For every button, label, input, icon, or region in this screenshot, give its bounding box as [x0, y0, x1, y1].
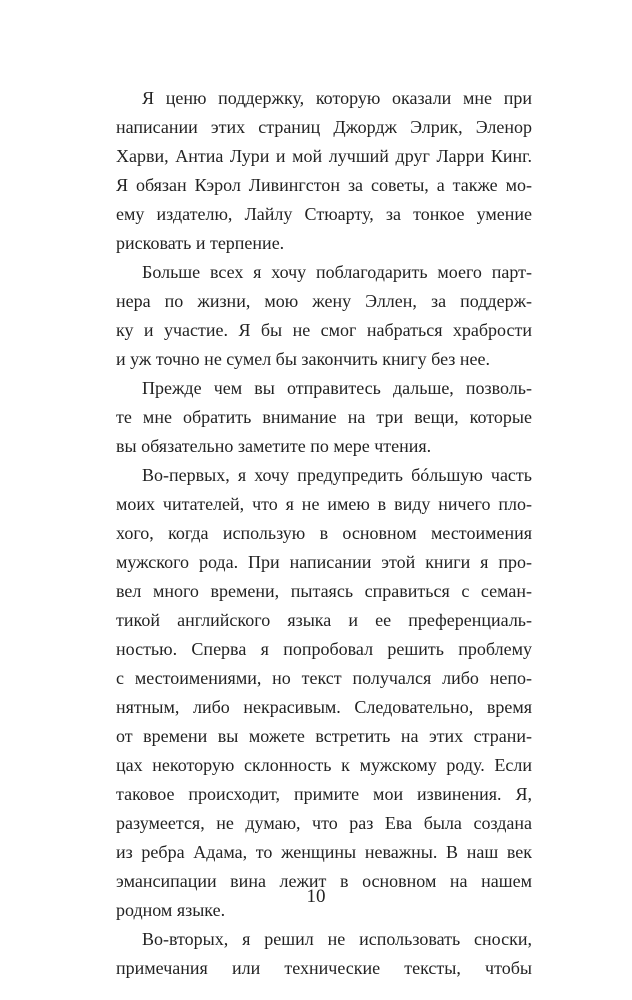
- text-line: рисковать и терпение.: [116, 233, 285, 253]
- text-line: эмансипации вина лежит в основном на нашем: [116, 871, 532, 891]
- text-line: мужского рода. При написании этой книги я про-: [116, 552, 532, 572]
- text-line: те мне обратить внимание на три вещи, которые: [116, 407, 532, 427]
- text-line: из ребра Адама, то женщины неважны. В наш век: [116, 842, 532, 862]
- text-line: Больше всех я хочу поблагодарить моего парт-: [142, 262, 532, 282]
- text-line: цах некоторую склонность к мужскому роду. Если: [116, 755, 532, 775]
- paragraph: [116, 461, 532, 925]
- text-line: нятным, либо некрасивым. Следовательно, время: [116, 697, 532, 717]
- text-line: Прежде чем вы отправитесь дальше, позволь-: [142, 378, 532, 398]
- text-line: написании этих страниц Джордж Элрик, Эленор: [116, 117, 532, 137]
- text-line: тикой английского языка и ее преференциаль-: [116, 610, 532, 630]
- text-line: таковое происходит, примите мои извинения. Я,: [116, 784, 532, 804]
- text-line: Харви, Антиа Лури и мой лучший друг Ларри Кинг.: [116, 146, 532, 166]
- text-line: примечания или технические тексты, чтобы: [116, 958, 532, 978]
- page-number: 10: [306, 886, 326, 907]
- text-line: Я обязан Кэрол Ливингстон за советы, а также мо-: [116, 175, 532, 195]
- text-line: Я ценю поддержку, которую оказали мне при: [142, 88, 532, 108]
- text-line: родном языке.: [116, 900, 226, 920]
- text-line: разумеется, не думаю, что раз Ева была создана: [116, 813, 532, 833]
- paragraph: [116, 925, 532, 983]
- text-line: нера по жизни, мою жену Эллен, за поддерж-: [116, 291, 532, 311]
- paragraph: [116, 374, 532, 461]
- text-line: ему издателю, Лайлу Стюарту, за тонкое умение: [116, 204, 532, 224]
- text-line: ностью. Сперва я попробовал решить проблему: [116, 639, 532, 659]
- text-line: ку и участие. Я бы не смог набраться храбрости: [116, 320, 532, 340]
- text-line: вел много времени, пытаясь справиться с семан-: [116, 581, 532, 601]
- text-line: Во-вторых, я решил не использовать сноски,: [142, 929, 532, 949]
- text-line: и уж точно не сумел бы закончить книгу без нее.: [116, 349, 491, 369]
- text-line: вы обязательно заметите по мере чтения.: [116, 436, 432, 456]
- paragraph: [116, 258, 532, 374]
- text-line: моих читателей, что я не имею в виду ничего пло-: [116, 494, 532, 514]
- body-text: [116, 84, 532, 983]
- text-line: с местоимениями, но текст получался либо непо-: [116, 668, 532, 688]
- text-line: Во-первых, я хочу предупредить бóльшую часть: [142, 465, 532, 485]
- text-line: хого, когда использую в основном местоимения: [116, 523, 532, 543]
- text-line: от времени вы можете встретить на этих страни-: [116, 726, 532, 746]
- paragraph: [116, 84, 532, 258]
